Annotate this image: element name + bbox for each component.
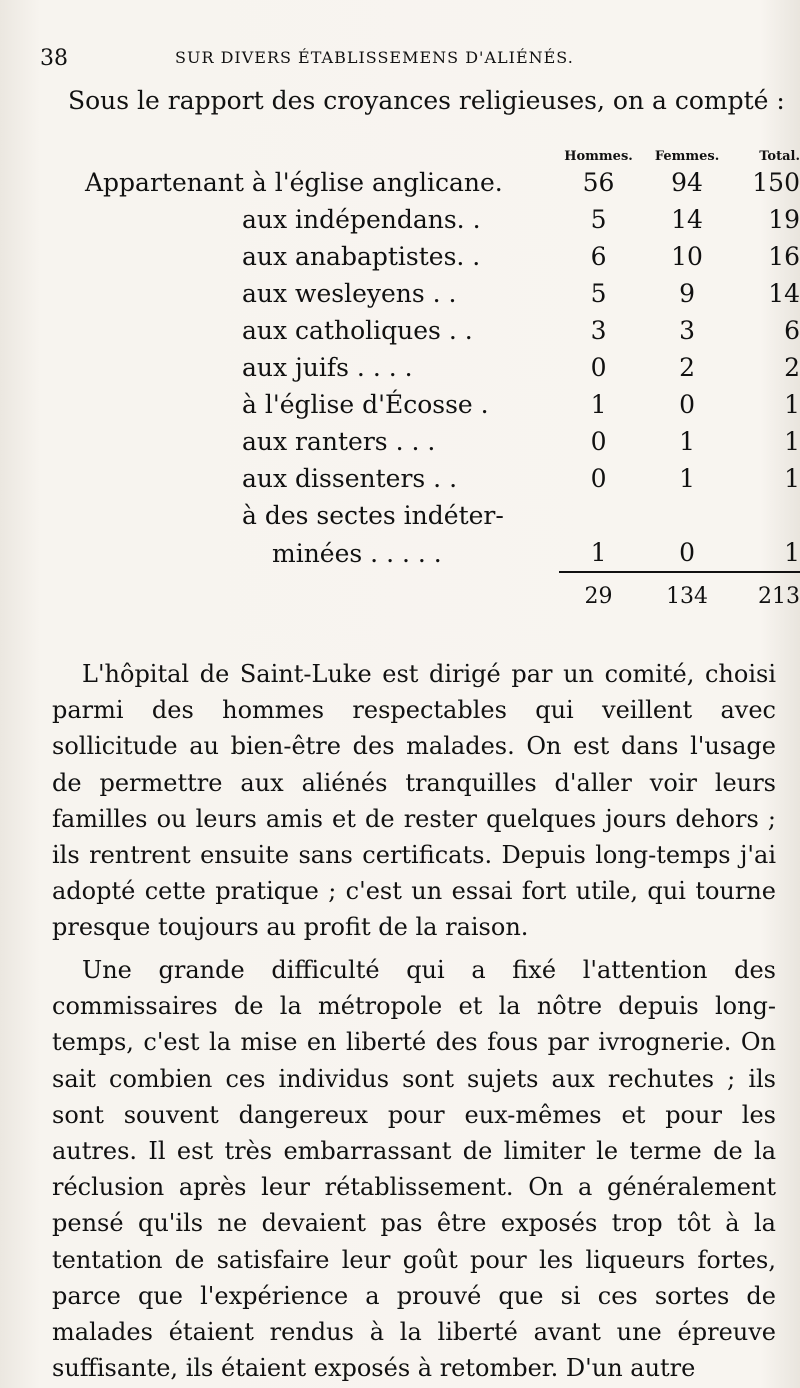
cell-men: 56 xyxy=(582,168,615,197)
cell-total: 150 xyxy=(752,168,800,197)
cell-men: 5 xyxy=(590,205,607,234)
row-label: aux ranters . . . xyxy=(242,427,436,456)
paragraph-text: L'hôpital de Saint-Luke est dirigé par un comité, choisi parmi des hommes respectables qui veillent avec sollicitude au bien-être des malades. On est dans l'usage de permettre aux aliénés tranquilles d'aller voir leurs familles ou leurs amis et de rester quelques jours dehors ; ils rentrent ensuite sans certificats. Depuis long-temps j'ai adopté cette pratique ; c'est un essai fort utile, qui tourne presque toujours au profit de la raison. xyxy=(52,660,776,942)
cell-total: 1 xyxy=(784,427,800,456)
row-label: aux dissenters . . xyxy=(242,464,458,493)
cell-men: 0 xyxy=(590,427,607,456)
cell-total: 1 xyxy=(784,390,800,419)
row-label: aux indépendans. . xyxy=(242,205,481,234)
cell-men: 3 xyxy=(590,316,607,345)
cell-total: 6 xyxy=(784,316,800,345)
page-number: 38 xyxy=(40,46,68,71)
table-row xyxy=(60,386,800,423)
cell-women: 10 xyxy=(671,242,703,271)
row-label: aux anabaptistes. . xyxy=(242,242,481,271)
table-row xyxy=(60,349,800,386)
table-row xyxy=(60,201,800,238)
table-header-row xyxy=(60,140,800,164)
table-row xyxy=(60,460,800,497)
page-header xyxy=(40,40,760,80)
cell-women: 1 xyxy=(679,464,696,493)
row-label: Appartenant à l'église anglicane. xyxy=(85,168,503,197)
cell-total: 1 xyxy=(784,538,800,567)
cell-total: 19 xyxy=(768,205,800,234)
table-row xyxy=(60,534,800,572)
cell-total: 1 xyxy=(784,464,800,493)
cell-men: 0 xyxy=(590,464,607,493)
cell-total: 2 xyxy=(784,353,800,382)
cell-women: 9 xyxy=(679,279,696,308)
cell-women: 0 xyxy=(679,390,696,419)
cell-women xyxy=(638,497,736,534)
table-intro: Sous le rapport des croyances religieuses, on a compté : xyxy=(68,86,785,115)
cell-total: 16 xyxy=(768,242,800,271)
table-row xyxy=(60,164,800,201)
row-label: à des sectes indéter- xyxy=(242,501,504,530)
total-men: 29 xyxy=(559,572,638,619)
table-row xyxy=(60,312,800,349)
cell-men: 1 xyxy=(590,390,607,419)
cell-total: 14 xyxy=(768,279,800,308)
cell-women: 2 xyxy=(679,353,696,382)
row-label: minées . . . . . xyxy=(272,538,442,568)
cell-women: 3 xyxy=(679,316,696,345)
cell-women: 94 xyxy=(671,168,703,197)
cell-men: 0 xyxy=(590,353,607,382)
cell-men xyxy=(559,497,638,534)
cell-total xyxy=(736,497,800,534)
row-label: à l'église d'Écosse . xyxy=(242,390,489,419)
column-header-women: Femmes. xyxy=(654,149,720,164)
row-label: aux juifs . . . . xyxy=(242,353,413,382)
cell-women: 0 xyxy=(679,538,696,567)
table-row xyxy=(60,275,800,312)
totals-row xyxy=(60,572,800,619)
total-all: 213 xyxy=(736,572,800,619)
table-row xyxy=(60,497,800,534)
total-women: 134 xyxy=(638,572,736,619)
cell-men: 1 xyxy=(590,538,607,567)
table-row xyxy=(60,238,800,275)
religion-table xyxy=(60,140,800,619)
column-header-men: Hommes. xyxy=(564,149,633,164)
column-header-total: Total. xyxy=(759,149,800,164)
cell-men: 6 xyxy=(590,242,607,271)
cell-men: 5 xyxy=(590,279,607,308)
paragraph-saint-luke xyxy=(52,656,776,946)
running-title: SUR DIVERS ÉTABLISSEMENS D'ALIÉNÉS. xyxy=(175,48,574,67)
paragraph-ivrognerie xyxy=(52,952,776,1386)
paragraph-text: Une grande difficulté qui a fixé l'attention des commissaires de la métropole et la nôtre depuis long-temps, c'est la mise en liberté des fous par ivrognerie. On sait combien ces individus sont sujets aux rechutes ; ils sont souvent dangereux pour eux-mêmes et pour les autres. Il est très embarrassant de limiter le terme de la réclusion après leur rétablissement. On a généralement pensé qu'ils ne devaient pas être exposés trop tôt à la tentation de satisfaire leur goût pour les liqueurs fortes, parce que l'expérience a prouvé que si ces sortes de malades étaient rendus à la liberté avant une épreuve suffisante, ils étaient exposés à retomber. D'un autre xyxy=(52,956,776,1383)
cell-women: 14 xyxy=(671,205,703,234)
table-row xyxy=(60,423,800,460)
row-label: aux catholiques . . xyxy=(242,316,473,345)
row-label: aux wesleyens . . xyxy=(242,279,457,308)
cell-women: 1 xyxy=(679,427,696,456)
